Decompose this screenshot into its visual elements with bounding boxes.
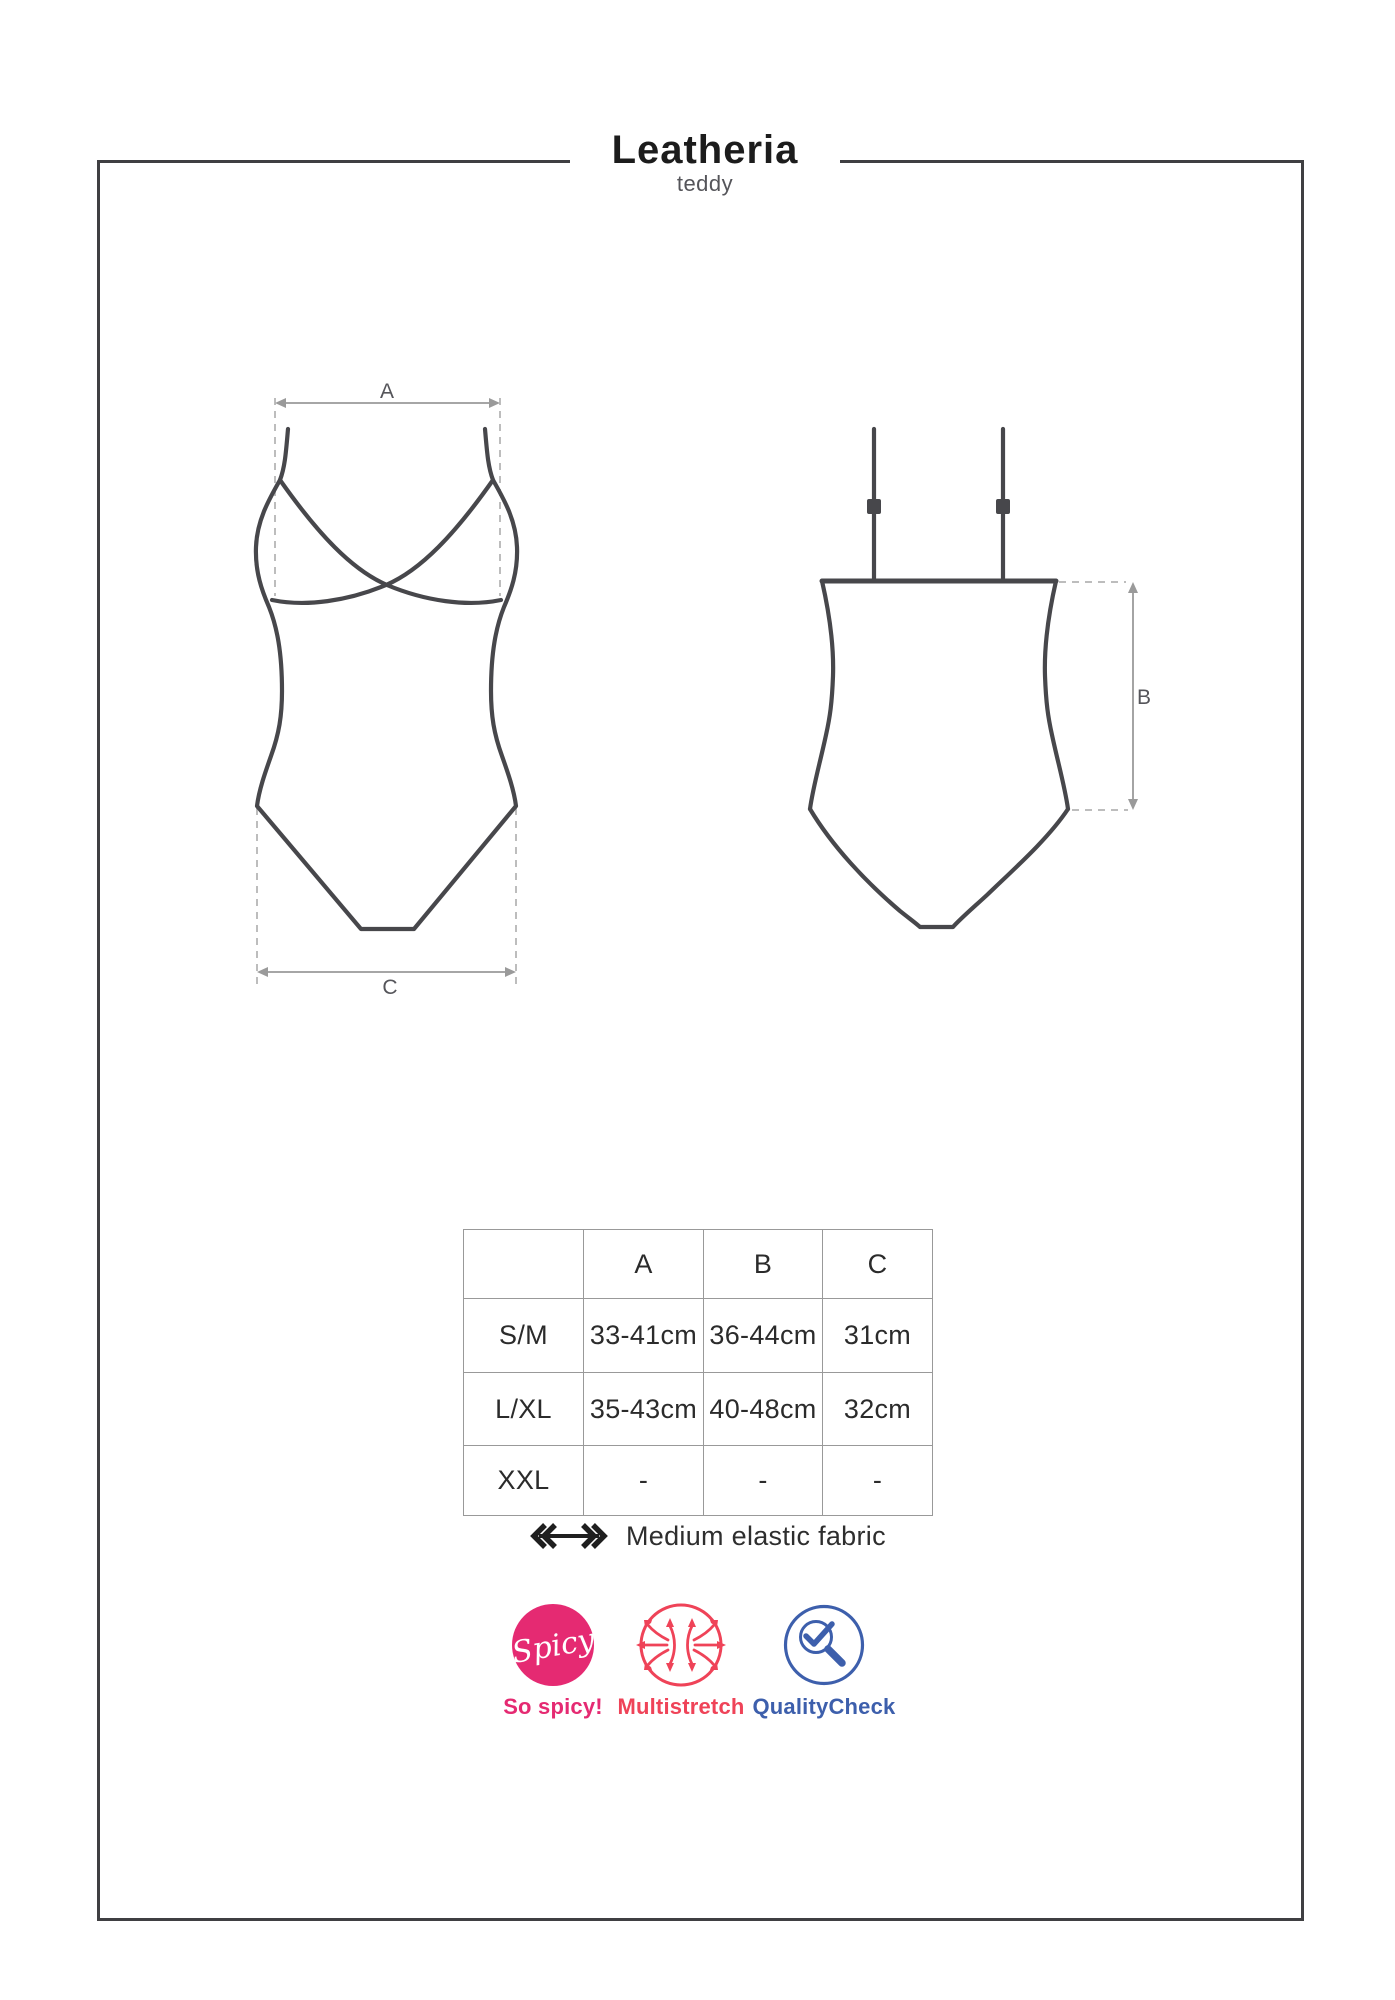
- table-row: [464, 1299, 933, 1373]
- page-title: Leatheria: [611, 128, 799, 172]
- table-row: [464, 1373, 933, 1446]
- value-cell: 36-44cm: [704, 1299, 823, 1373]
- magnifier-handle: [828, 1649, 842, 1663]
- spicy-circle-text: Spicy: [509, 1622, 598, 1671]
- size-table-corner-cell: [464, 1230, 584, 1299]
- size-table-header-row: [464, 1230, 933, 1299]
- fabric-note-text: Medium elastic fabric: [626, 1521, 886, 1551]
- back-side-right: [1045, 581, 1068, 809]
- table-row: [464, 1446, 933, 1516]
- qualitycheck-badge-icon: [786, 1607, 863, 1684]
- value-cell: -: [704, 1446, 823, 1516]
- spicy-badge-label: So spicy!: [503, 1694, 603, 1719]
- col-header-c: C: [823, 1230, 933, 1299]
- page-subtitle: teddy: [676, 171, 734, 196]
- size-table: [463, 1229, 933, 1516]
- dimension-label-c: C: [382, 976, 398, 999]
- spicy-badge-icon: [509, 1604, 598, 1686]
- dimension-label-a: A: [379, 380, 394, 403]
- back-garment-drawing: [810, 429, 1068, 927]
- size-cell: XXL: [464, 1446, 584, 1516]
- stretch-arrow-icon: [527, 1521, 611, 1551]
- col-header-a: A: [584, 1230, 704, 1299]
- value-cell: -: [823, 1446, 933, 1516]
- dimension-label-b: B: [1136, 686, 1151, 709]
- back-strap-sliders: [867, 499, 1010, 514]
- front-garment-drawing: [256, 429, 517, 929]
- check-mark: [806, 1624, 832, 1644]
- value-cell: -: [584, 1446, 704, 1516]
- value-cell: 35-43cm: [584, 1373, 704, 1446]
- front-cup-cross-right: [272, 480, 493, 603]
- back-leg-lines: [810, 809, 1068, 927]
- fabric-note: [527, 1521, 886, 1551]
- size-cell: L/XL: [464, 1373, 584, 1446]
- multistretch-badge-label: Multistretch: [617, 1694, 745, 1719]
- multistretch-badge-icon: [636, 1605, 726, 1685]
- value-cell: 40-48cm: [704, 1373, 823, 1446]
- title-block: [570, 125, 840, 205]
- size-cell: S/M: [464, 1299, 584, 1373]
- value-cell: 31cm: [823, 1299, 933, 1373]
- value-cell: 33-41cm: [584, 1299, 704, 1373]
- value-cell: 32cm: [823, 1373, 933, 1446]
- front-guide-lines: [257, 398, 516, 984]
- qualitycheck-badge-label: QualityCheck: [752, 1694, 896, 1719]
- back-side-left: [810, 581, 833, 809]
- col-header-b: B: [704, 1230, 823, 1299]
